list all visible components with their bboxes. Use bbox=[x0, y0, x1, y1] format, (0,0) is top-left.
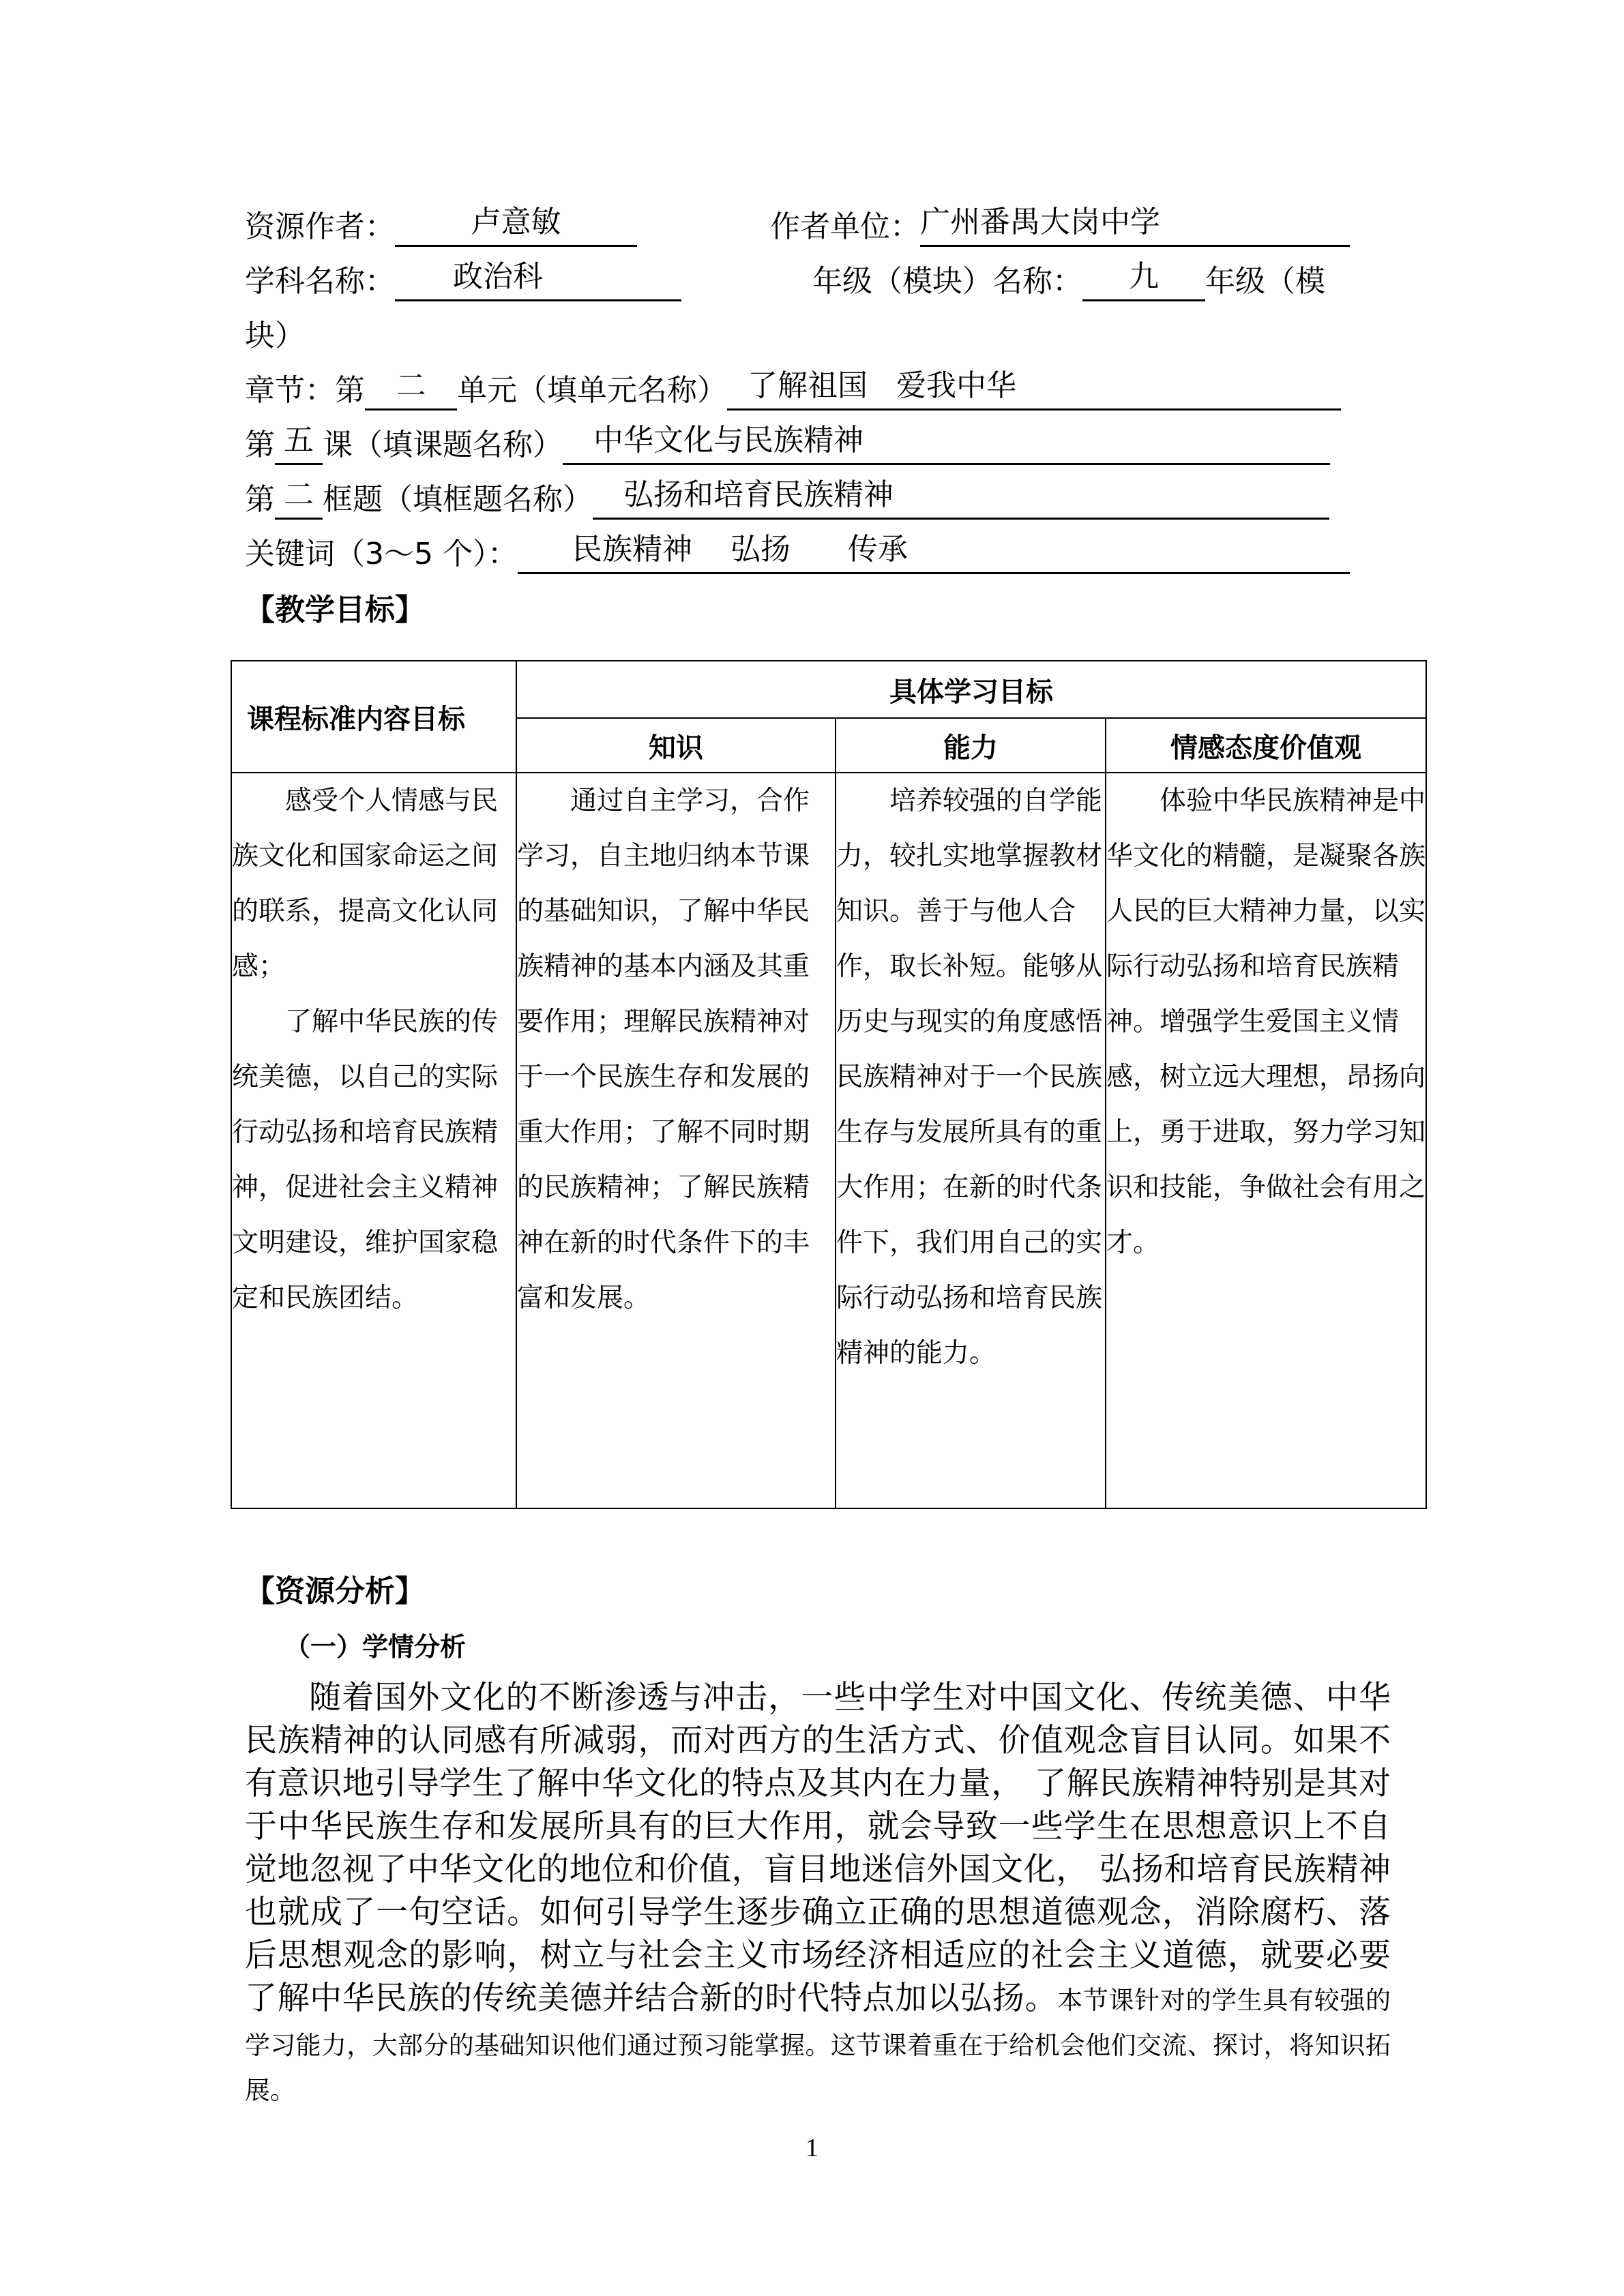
lesson-prefix: 第 bbox=[245, 428, 275, 462]
student-analysis-subheading: （一）学情分析 bbox=[284, 1632, 467, 1662]
chapter-name: 了解祖国 爱我中华 bbox=[727, 363, 1341, 411]
standard-cell bbox=[231, 773, 516, 1508]
teaching-goals-heading: 【教学目标】 bbox=[245, 593, 425, 627]
unit-label: 作者单位： bbox=[770, 209, 920, 244]
standard-text-1: 感受个人情感与民族文化和国家命运之间的联系，提高文化认同感； bbox=[232, 786, 499, 982]
standard-text-2: 了解中华民族的传统美德，以自己的实际行动弘扬和培育民族精神，促进社会主义精神文明建设，维护国家稳定和民族团结。 bbox=[232, 1007, 499, 1313]
ability-cell: 培养较强的自学能力，较扎实地掌握教材知识。善于与他人合作，取长补短。能够从历史与现实的角度感悟民族精神对于一个民族生存与发展所具有的重大作用；在新的时代条件下，我们用自己的实际行动弘扬和培育民族精神的能力。 bbox=[836, 773, 1106, 1508]
author-row bbox=[245, 200, 1381, 254]
lesson-number: 五 bbox=[275, 418, 323, 465]
student-analysis-paragraph bbox=[245, 1676, 1391, 2112]
unit-value: 广州番禺大岗中学 bbox=[920, 200, 1350, 247]
col-specific-header: 具体学习目标 bbox=[516, 661, 1426, 718]
chapter-prefix: 章节：第 bbox=[245, 373, 365, 408]
grade-suffix-2: 块） bbox=[245, 318, 305, 353]
frame-prefix: 第 bbox=[245, 482, 275, 517]
col-knowledge-header: 知识 bbox=[516, 718, 836, 773]
keywords-row bbox=[245, 527, 1381, 582]
frame-name: 弘扬和培育民族精神 bbox=[593, 473, 1329, 520]
subject-row bbox=[245, 254, 1381, 309]
col-ability-header: 能力 bbox=[836, 718, 1106, 773]
frame-mid: 框题（填框题名称） bbox=[323, 482, 593, 517]
page-number: 1 bbox=[806, 2134, 818, 2162]
chapter-row bbox=[245, 363, 1381, 418]
col-standard-header: 课程标准内容目标 bbox=[231, 661, 516, 773]
subject-value: 政治科 bbox=[395, 254, 681, 301]
chapter-number: 二 bbox=[365, 363, 457, 411]
grade-suffix: 年级（模 bbox=[1205, 264, 1325, 299]
subject-label: 学科名称： bbox=[245, 264, 395, 299]
analysis-main-text: 随着国外文化的不断渗透与冲击，一些中学生对中国文化、传统美德、中华民族精神的认同感有所减弱，而对西方的生活方式、价值观念盲目认同。如果不有意识地引导学生了解中华文化的特点及其内在力量， 了解民族精神特别是其对于中华民族生存和发展所具有的巨大作用，就会导致一些学生在思想意识上不自觉地忽视了中华文化的地位和价值，盲目地迷信外国文化， 弘扬和培育民族精神也就成了一句空话。如何引导学生逐步确立正确的思想道德观念，消除腐朽、落后思想观念的影响，树立与社会主义市场经济相适应的社会主义道德，就要必要了解中华民族的传统美德并结合新的时代特点加以弘扬。 bbox=[245, 1679, 1391, 2017]
lesson-mid: 课（填课题名称） bbox=[323, 428, 563, 462]
frame-row bbox=[245, 473, 1381, 527]
teaching-goals-table bbox=[231, 660, 1427, 1509]
author-label: 资源作者： bbox=[245, 209, 395, 244]
analysis-tail-text: 本节课针对的学生具有较强的学习能力，大部分的基础知识他们通过预习能掌握。这节课着重在于给机会他们交流、探讨，将知识拓展。 bbox=[245, 1986, 1391, 2105]
frame-number: 二 bbox=[275, 473, 323, 520]
col-emotion-header: 情感态度价值观 bbox=[1106, 718, 1426, 773]
keywords-value: 民族精神 弘扬 传承 bbox=[518, 527, 1350, 574]
keywords-label: 关键词（3～5 个）： bbox=[245, 537, 518, 571]
emotion-cell: 体验中华民族精神是中华文化的精髓，是凝聚各族人民的巨大精神力量，以实际行动弘扬和培育民族精神。增强学生爱国主义情感，树立远大理想，昂扬向上，勇于进取，努力学习知识和技能，争做社会有用之才。 bbox=[1106, 773, 1426, 1508]
grade-label: 年级（模块）名称： bbox=[812, 264, 1082, 299]
grade-value: 九 bbox=[1082, 254, 1205, 301]
lesson-name: 中华文化与民族精神 bbox=[563, 418, 1330, 465]
lesson-row bbox=[245, 418, 1381, 473]
chapter-mid: 单元（填单元名称） bbox=[457, 373, 727, 408]
author-value: 卢意敏 bbox=[395, 200, 637, 247]
grade-wrap-row bbox=[245, 309, 1381, 363]
resource-analysis-heading: 【资源分析】 bbox=[245, 1574, 425, 1609]
knowledge-cell: 通过自主学习，合作学习，自主地归纳本节课的基础知识，了解中华民族精神的基本内涵及其重要作用；理解民族精神对于一个民族生存和发展的重大作用；了解不同时期的民族精神；了解民族精神在新的时代条件下的丰富和发展。 bbox=[516, 773, 836, 1508]
